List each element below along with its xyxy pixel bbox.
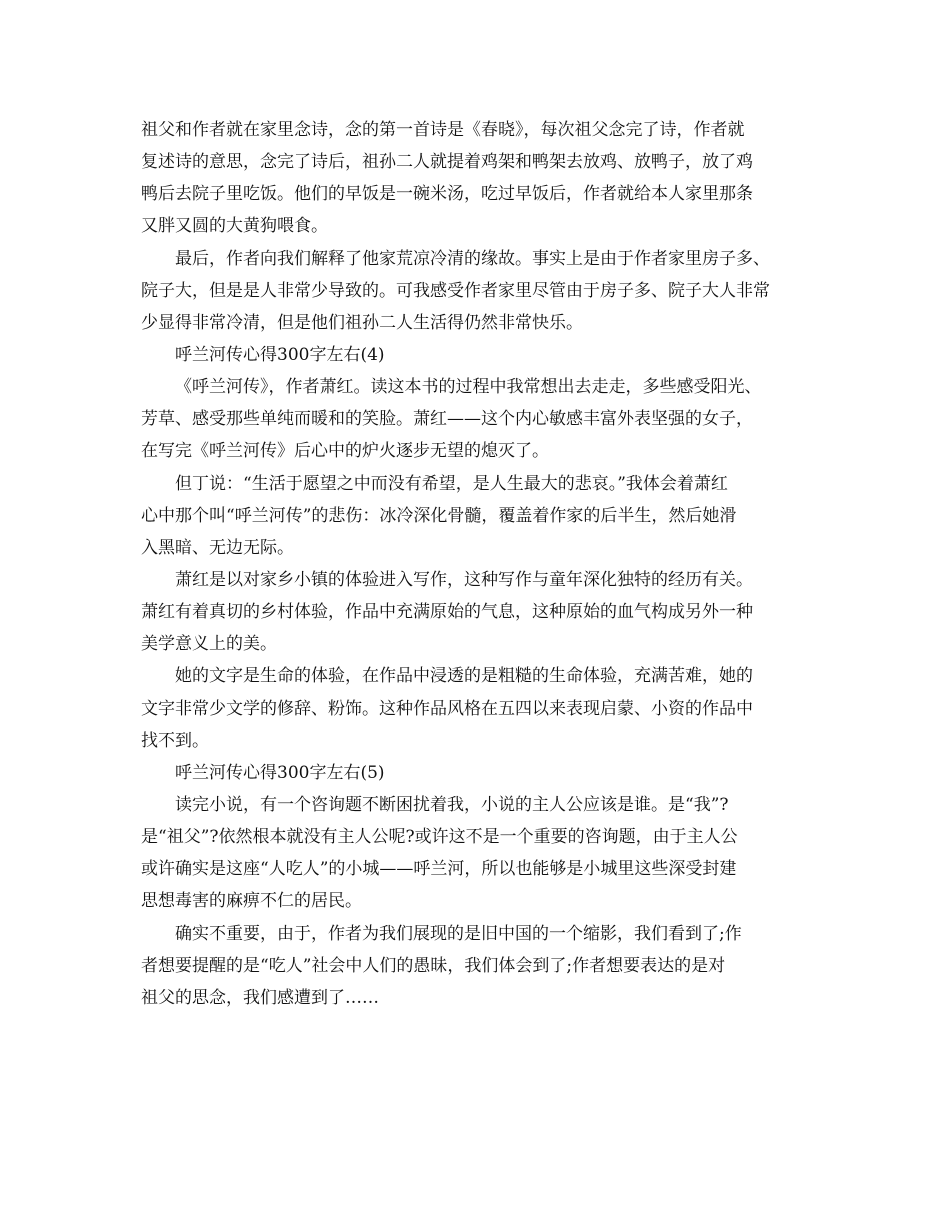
text-line: 祖父和作者就在家里念诗，念的第一首诗是《春晓》，每次祖父念完了诗，作者就 <box>141 120 745 140</box>
text-line: 又胖又圆的大黄狗喂食。 <box>141 216 328 237</box>
text-line: 思想毒害的麻痹不仁的居民。 <box>141 891 362 912</box>
paragraph-first-line: 她的文字是生命的体验，在作品中浸透的是粗糙的生命体验，充满苦难，她的 <box>175 666 753 687</box>
paragraph-first-line: 《呼兰河传》，作者萧红。读这本书的过程中我常想出去走走，多些感受阳光、 <box>175 377 762 398</box>
paragraph-first-line: 最后，作者向我们解释了他家荒凉冷清的缘故。事实上是由于作者家里房子多、 <box>175 248 770 269</box>
text-line: 入黑暗、无边无际。 <box>141 537 294 558</box>
document-body <box>141 114 813 1014</box>
text-line: 祖父的思念，我们感遭到了…… <box>141 987 379 1008</box>
text-line: 或许确实是这座“人吃人”的小城——呼兰河，所以也能够是小城里这些深受封建 <box>141 859 737 880</box>
text-line: 美学意义上的美。 <box>141 634 277 655</box>
paragraph-first-line: 但丁说：“生活于愿望之中而没有希望，是人生最大的悲哀。”我体会着萧红 <box>175 473 728 494</box>
paragraph-first-line: 读完小说，有一个咨询题不断困扰着我，小说的主人公应该是谁。是“我”? <box>175 794 729 815</box>
text-line: 者想要提醒的是“吃人”社会中人们的愚昧，我们体会到了;作者想要表达的是对 <box>141 955 726 976</box>
text-line: 芳草、感受那些单纯而暖和的笑脸。萧红——这个内心敏感丰富外表坚强的女子， <box>141 409 753 430</box>
text-line: 鸭后去院子里吃饭。他们的早饭是一碗米汤，吃过早饭后，作者就给本人家里那条 <box>141 184 753 205</box>
text-line: 是“祖父”?依然根本就没有主人公呢?或许这不是一个重要的咨询题，由于主人公 <box>141 827 738 848</box>
text-line: 萧红有着真切的乡村体验，作品中充满原始的气息，这种原始的血气构成另外一种 <box>141 602 753 623</box>
text-line: 复述诗的意思，念完了诗后，祖孙二人就提着鸡架和鸭架去放鸡、放鸭子，放了鸡 <box>141 152 753 173</box>
section-heading: 呼兰河传心得300字左右(5) <box>175 762 385 783</box>
text-line: 院子大，但是是人非常少导致的。可我感受作者家里尽管由于房子多、院子大人非常 <box>141 280 770 301</box>
text-line: 文字非常少文学的修辞、粉饰。这种作品风格在五四以来表现启蒙、小资的作品中 <box>141 698 753 719</box>
paragraph-first-line: 萧红是以对家乡小镇的体验进入写作，这种写作与童年深化独特的经历有关。 <box>175 569 753 590</box>
text-line: 找不到。 <box>141 730 209 751</box>
text-line: 在写完《呼兰河传》后心中的炉火逐步无望的熄灭了。 <box>141 441 549 462</box>
section-heading: 呼兰河传心得300字左右(4) <box>175 344 385 365</box>
paragraph-first-line: 确实不重要，由于，作者为我们展现的是旧中国的一个缩影，我们看到了;作 <box>175 923 742 944</box>
text-line: 心中那个叫“呼兰河传”的悲伤：冰冷深化骨髓，覆盖着作家的后半生，然后她滑 <box>141 505 737 526</box>
text-line: 少显得非常冷清，但是他们祖孙二人生活得仍然非常快乐。 <box>141 312 583 333</box>
